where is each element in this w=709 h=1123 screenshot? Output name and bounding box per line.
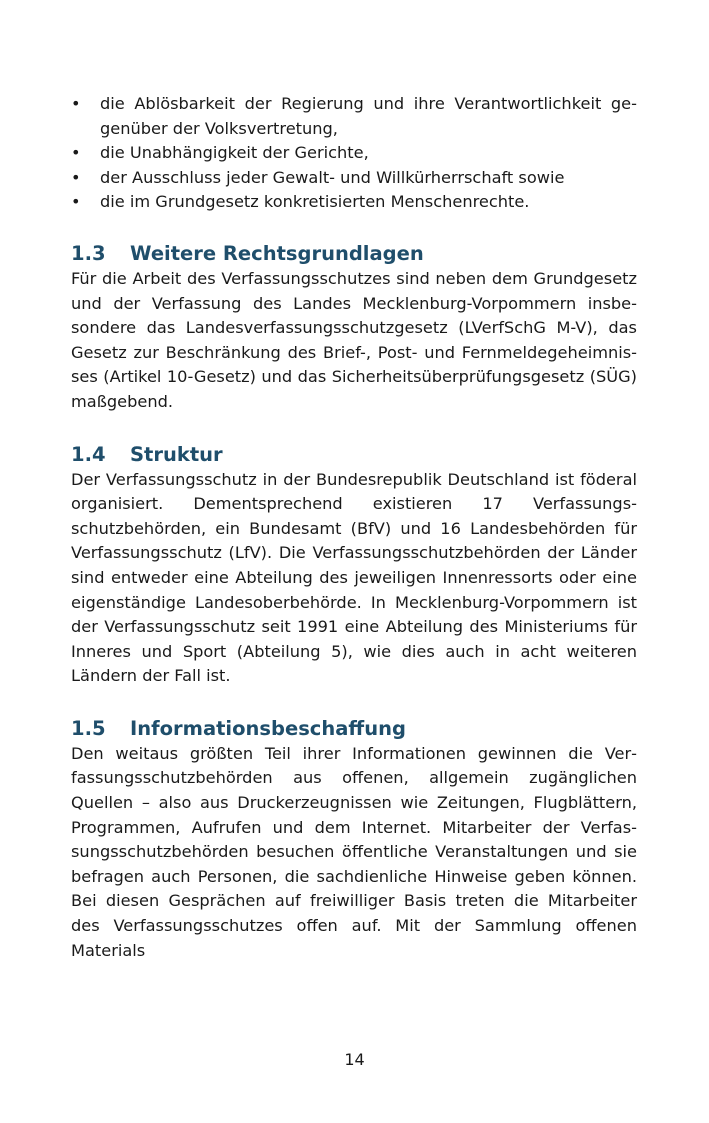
section-heading-1-5 bbox=[71, 716, 637, 742]
section-heading-1-4 bbox=[71, 442, 637, 468]
bullet-text: der Ausschluss jeder Gewalt- und Willkürherrschaft sowie bbox=[100, 167, 565, 187]
bullet-list bbox=[71, 92, 637, 215]
page-content bbox=[71, 92, 637, 963]
section-number: 1.5 bbox=[71, 716, 106, 740]
list-item bbox=[71, 92, 637, 141]
section-number: 1.3 bbox=[71, 241, 106, 265]
bullet-dot: • bbox=[71, 94, 81, 113]
section-heading-1-3 bbox=[71, 241, 637, 267]
bullet-text: die Unabhängigkeit der Gerichte, bbox=[100, 143, 369, 163]
list-item bbox=[71, 141, 637, 166]
section-title: Struktur bbox=[130, 442, 223, 466]
section-title: Informationsbeschaffung bbox=[130, 716, 406, 740]
bullet-dot: • bbox=[71, 143, 81, 163]
page-number: 14 bbox=[344, 1050, 365, 1069]
section-title: Weitere Rechtsgrundlagen bbox=[130, 241, 424, 265]
section-paragraph: Der Verfassungsschutz in der Bundesrepublik Deutschland ist föderal organisiert. Dementsprechend existieren 17 Verfassungsschutzbehörden, ein Bundesamt (BfV) und 16 Landesbehörden für Verfassungsschutz (LfV). Die Verfassungsschutzbehörden der Länder sind entweder eine Abteilung des jeweiligen Innenressorts oder eine eigenständige Landesoberbehörde. In Mecklenburg-Vorpommern ist der Verfassungsschutz seit 1991 eine Abteilung des Ministeriums für Inneres und Sport (Abteilung 5), wie dies auch in acht weiteren Ländern der Fall ist. bbox=[71, 469, 637, 686]
bullet-dot: • bbox=[71, 167, 81, 187]
section-number: 1.4 bbox=[71, 442, 106, 466]
section-paragraph: Für die Arbeit des Verfassungsschutzes sind neben dem Grundgesetz und der Verfassung des Landes Mecklenburg-Vorpommern insbesondere das Landesverfassungsschutzgesetz (LVerfSchG M-V), das Gesetz zur Beschränkung des Brief-, Post- und Fernmeldegeheimnisses (Artikel 10-Gesetz) und das Sicherheitsüberprüfungsgesetz (SÜG) maßgebend. bbox=[71, 268, 637, 411]
bullet-text: die im Grundgesetz konkretisierten Menschenrechte. bbox=[100, 192, 530, 212]
bullet-text: die Ablösbarkeit der Regierung und ihre Verantwortlichkeit gegenüber der Volksvertretung, bbox=[100, 94, 637, 138]
section-paragraph: Den weitaus größten Teil ihrer Informationen gewinnen die Verfassungsschutzbehörden aus offenen, allgemein zugänglichen Quellen – also aus Druckerzeugnissen wie Zeitungen, Flugblättern, Programmen, Aufrufen und dem Internet. Mitarbeiter der Verfassungsschutzbehörden besuchen öffentliche Veranstaltungen und sie befragen auch Personen, die sachdienliche Hinweise geben können. Bei diesen Gesprächen auf freiwilliger Basis treten die Mitarbeiter des Verfassungsschutzes offen auf. Mit der Sammlung offenen Materials bbox=[71, 743, 637, 960]
bullet-dot: • bbox=[71, 192, 81, 212]
list-item bbox=[71, 190, 637, 215]
list-item bbox=[71, 166, 637, 191]
